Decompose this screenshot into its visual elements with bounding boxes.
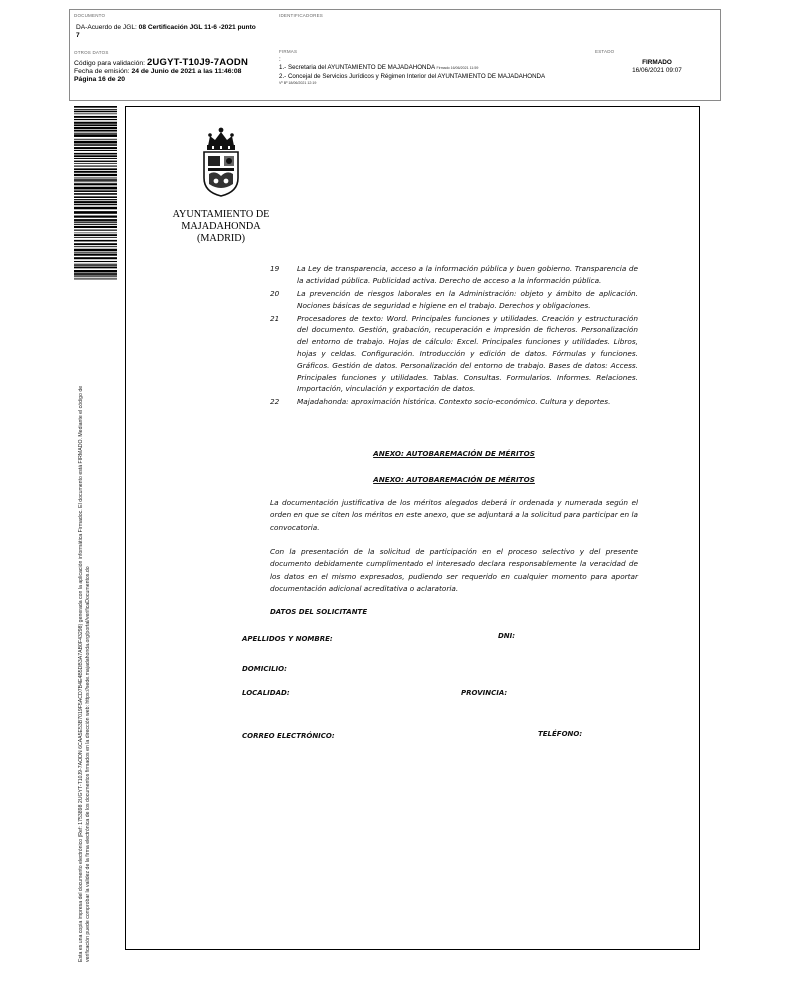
ayuntamiento-logo-text: AYUNTAMIENTO DE MAJADAHONDA (MADRID) — [172, 209, 270, 244]
estado-date: 16/06/2021 09:07 — [632, 66, 682, 74]
page-count: Página 16 de 20 — [74, 76, 126, 83]
documento-title: DA-Acuerdo de JGL: 08 Certificación JGL 11-6 -2021 punto 7 — [76, 24, 256, 39]
verification-side-text — [78, 302, 91, 962]
otros-datos: Código para validación: 2UGYT-T10J9-7AODN Fecha de emisión: 24 de Junio de 2021 a las 11:46:08 Página 16 de 20 — [74, 57, 249, 83]
topics-list — [270, 263, 638, 409]
firma-2-date: Vº Bº 18/06/2021 12:19 — [279, 81, 317, 86]
estado-cell — [592, 46, 722, 102]
firma-1: 1.- Secretaria del AYUNTAMIENTO DE MAJADAHONDA Firmado 16/06/2021 11:59 — [279, 63, 479, 71]
document-header — [69, 9, 721, 101]
dni-label: DNI: — [498, 632, 516, 640]
provincia-label: PROVINCIA: — [461, 689, 508, 697]
firmas-list: : 1.- Secretaria del AYUNTAMIENTO DE MAJADAHONDA Firmado 16/06/2021 11:59 2.- Concejal de Servicios Jurídicos y Régimen Interior del AYUNTAMIENTO DE MAJADAHONDA Vº Bº 18/06/2021 12:19 — [279, 56, 591, 88]
anexo-title-repeat: ANEXO: AUTOBAREMACIÓN DE MÉRITOS — [373, 475, 535, 484]
side-text-line-1: Esta es una copia impresa del documento electrónico (Ref: 1753898 2UGYT-T10J9-7AODN 6CAA5E53B7019F5ACD7B4E4B5DB3A7AB0F43298) generada con la aplicación informática Firmadoc. El documento está FIRMADO. Mediante el código de — [78, 385, 84, 962]
estado-caption: ESTADO — [595, 49, 615, 54]
section-title-datos-solicitante: DATOS DEL SOLICITANTE — [270, 608, 368, 616]
telefono-label: TELÉFONO: — [538, 730, 583, 738]
estado — [592, 59, 722, 74]
list-item: 21 Procesadores de texto: Word. Principales funciones y utilidades. Creación y estructuración del documento. Gestión, grabación, recuperación e impresión de ficheros. Personalización del entorno de trabajo. Hojas de cálculo: Excel. Principales funciones y utilidades. Libros, hojas y celdas. Configuración. Introducción y edición de datos. Fórmulas y funciones. Gráficos. Gestión de datos. Personalización del entorno de trabajo. Bases de datos: Access. Principales funciones y utilidades. Tablas. Consultas. Formularios. Informes. Relaciones. Importación, vinculación y exportación de datos. — [270, 313, 638, 394]
paragraph-documentacion: La documentación justificativa de los méritos alegados deberá ir ordenada y numerada según el orden en que se citen los méritos en este anexo, que se adjuntará a la solicitud para participar en la convocatoria. — [270, 498, 638, 532]
otros-datos-cell — [70, 46, 276, 102]
firma-2: 2.- Concejal de Servicios Jurídicos y Régimen Interior del AYUNTAMIENTO DE MAJADAHONDA — [279, 72, 546, 80]
identificadores-caption: IDENTIFICADORES — [279, 13, 324, 18]
paragraph-presentacion: Con la presentación de la solicitud de participación en el proceso selectivo y del presente documento debidamente cumplimentado el interesado declara responsablemente la veracidad de los datos en el mismo expresados, pudiendo ser requerido en cualquier momento para aportar documentación adicional acreditativa o aclaratoria. — [270, 547, 638, 593]
list-item: 19 La Ley de transparencia, acceso a la información pública y buen gobierno. Transparencia de la actividad pública. Publicidad activa. Derecho de acceso a la información pública. — [270, 264, 638, 285]
emission-date: 24 de Junio de 2021 a las 11:46:08 — [131, 68, 242, 75]
correo-electronico-label: CORREO ELECTRÓNICO: — [242, 732, 335, 740]
side-text-line-2: verificación puede comprobar la validez de la firma electrónica de los documentos firmados en la dirección web: https://sede.majadahonda.org/portal/verificaDocumentos.do — [84, 566, 91, 962]
otros-datos-caption: OTROS DATOS — [74, 50, 109, 55]
documento-cell — [70, 10, 276, 46]
municipal-crest-icon — [199, 126, 243, 198]
apellidos-nombre-label: APELLIDOS Y NOMBRE: — [242, 635, 333, 643]
firmas-caption: FIRMAS — [279, 49, 298, 54]
validation-code[interactable]: 2UGYT-T10J9-7AODN — [146, 57, 249, 68]
list-item: 20 La prevención de riesgos laborales en la Administración: objeto y ámbito de aplicación. Nociones básicas de seguridad e higiene en el trabajo. Derechos y obligaciones. — [270, 288, 638, 310]
firmas-cell — [276, 46, 592, 102]
estado-value: FIRMADO — [642, 59, 672, 66]
identificadores-cell — [276, 10, 722, 46]
documento-caption: DOCUMENTO — [74, 13, 106, 18]
barcode — [74, 106, 117, 280]
domicilio-label: DOMICILIO: — [242, 665, 287, 673]
anexo-title: ANEXO: AUTOBAREMACIÓN DE MÉRITOS — [373, 449, 535, 458]
list-item: 22 Majadahonda: aproximación histórica. Contexto socio-económico. Cultura y deportes. — [270, 397, 611, 407]
localidad-label: LOCALIDAD: — [242, 689, 290, 697]
